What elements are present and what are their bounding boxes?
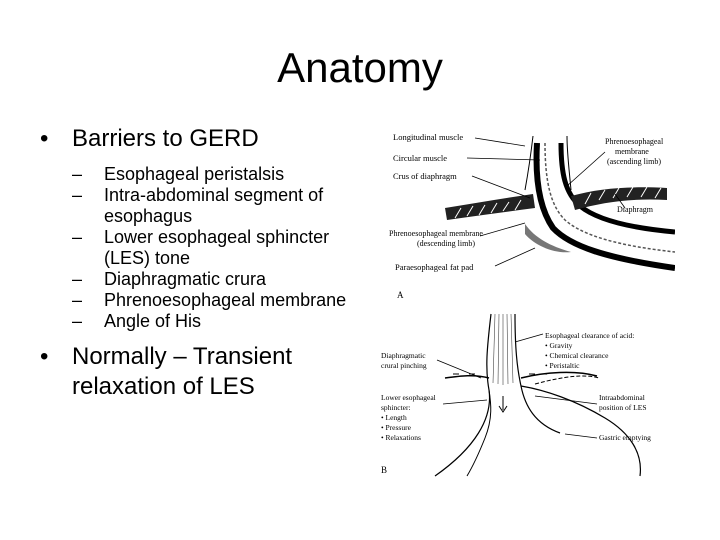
label-crural-pinching: Diaphragmatic [381, 351, 426, 360]
esophagus-tube-left [435, 314, 491, 476]
sub-bullet-text: Lower esophageal sphincter (LES) tone [104, 227, 330, 268]
diaphragm-left [445, 194, 535, 220]
membrane-line [525, 136, 533, 190]
panel-b-letter: B [381, 465, 388, 475]
sub-bullet-text: Esophageal peristalsis [104, 164, 285, 184]
label-fat-pad: Paraesophageal fat pad [395, 262, 474, 272]
label-phreno-ascending: membrane [615, 147, 649, 156]
bullet-glyph: • [40, 125, 49, 152]
label-les-item: • Relaxations [381, 433, 421, 442]
dash-glyph: – [72, 311, 83, 331]
sub-bullet-text: Angle of His [104, 311, 202, 331]
label-circular-muscle: Circular muscle [393, 153, 448, 163]
sub-bullet-item [40, 227, 360, 269]
label-les-title: sphincter: [381, 403, 411, 412]
dash-glyph: – [72, 269, 83, 289]
bullet-text: Barriers to GERD [72, 125, 259, 152]
label-les-item: • Length [381, 413, 407, 422]
sub-bullet-text: Phrenoesophageal membrane [104, 290, 347, 310]
label-clearance-item: • Chemical clearance [545, 351, 609, 360]
dash-glyph: – [72, 164, 83, 184]
bullet-item [40, 124, 360, 154]
crura-right [521, 372, 597, 378]
sub-bullet-text: Intra-abdominal segment of esophagus [104, 185, 324, 226]
diaphragm-dome [535, 376, 599, 384]
panel-a-letter: A [397, 290, 404, 300]
down-arrow [499, 396, 507, 412]
sub-bullet-item [40, 185, 360, 227]
label-phreno-descending: (descending limb) [417, 239, 475, 248]
label-phreno-ascending: (ascending limb) [607, 157, 661, 166]
label-clearance-item: • Gravity [545, 341, 573, 350]
label-crus-of-diaphragm: Crus of diaphragm [393, 171, 457, 181]
leader-lines-b [437, 334, 597, 438]
label-phreno-descending: Phrenoesophageal membrane [389, 229, 483, 238]
bullet-item [40, 342, 360, 402]
dash-glyph: – [72, 185, 83, 205]
sub-bullet-item [40, 311, 360, 332]
sub-bullet-list [40, 164, 360, 332]
panel-b [381, 314, 651, 476]
crura-left [445, 376, 489, 378]
label-les-title: Lower esophageal [381, 393, 436, 402]
longitudinal-striations [493, 314, 513, 385]
bullet-list [40, 124, 360, 412]
label-crural-pinching: crural pinching [381, 361, 427, 370]
dash-glyph: – [72, 290, 83, 310]
label-phreno-ascending: Phrenoesophageal [605, 137, 664, 146]
label-clearance-item: • Peristaltic [545, 361, 580, 370]
bullet-glyph: • [40, 343, 49, 370]
anatomy-figure [375, 128, 675, 478]
sub-bullet-item [40, 269, 360, 290]
sub-bullet-item [40, 290, 360, 311]
label-intraabdominal: position of LES [599, 403, 647, 412]
panel-a [389, 132, 675, 300]
label-longitudinal-muscle: Longitudinal muscle [393, 132, 464, 142]
sub-bullet-item [40, 164, 360, 185]
label-les-item: • Pressure [381, 423, 411, 432]
slide-title: Anatomy [277, 44, 443, 91]
bullet-text: Normally – Transient relaxation of LES [72, 343, 293, 400]
label-diaphragm: Diaphragm [617, 205, 653, 214]
dash-glyph: – [72, 227, 83, 247]
label-gastric-emptying: Gastric emptying [599, 433, 651, 442]
label-clearance-title: Esophageal clearance of acid: [545, 331, 635, 340]
sub-bullet-text: Diaphragmatic crura [104, 269, 267, 289]
label-intraabdominal: Intraabdominal [599, 393, 645, 402]
